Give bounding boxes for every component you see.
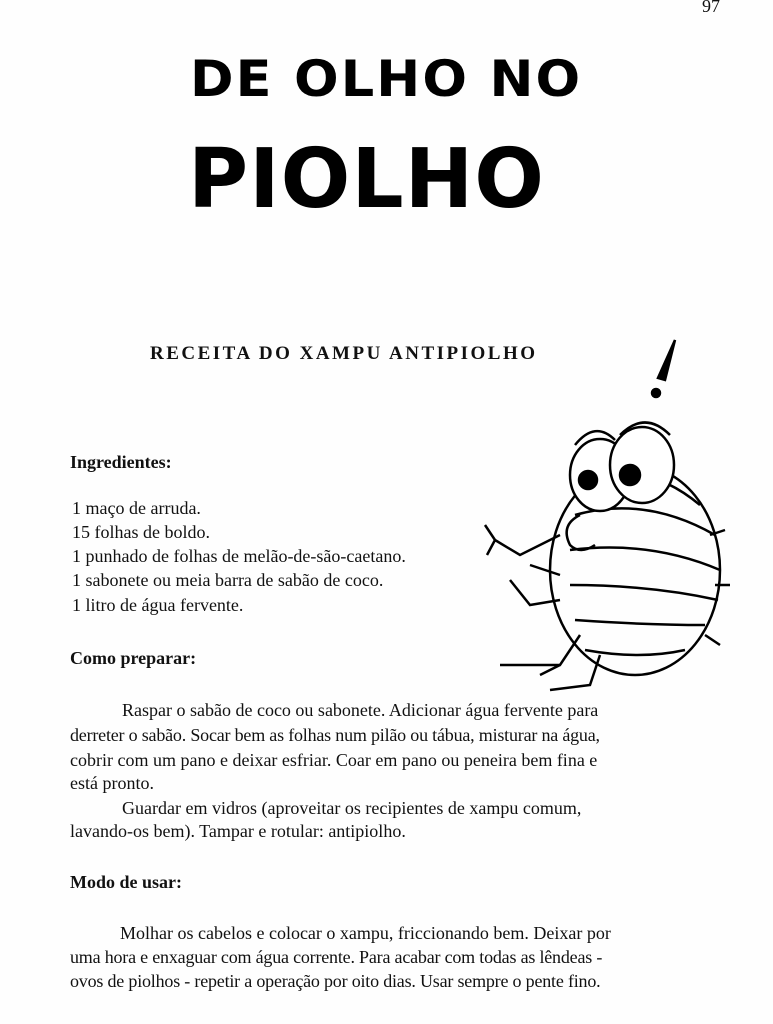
text-line: derreter o sabão. Socar bem as folhas num pilão ou tábua, misturar na água, <box>70 725 600 745</box>
text-line: ovos de piolhos - repetir a operação por oito dias. Usar sempre o pente fino. <box>70 971 601 991</box>
usage-label: Modo de usar: <box>70 872 182 892</box>
ingredient-item: 1 litro de água fervente. <box>72 595 244 615</box>
ingredient-item: 1 maço de arruda. <box>72 498 201 518</box>
text-line: está pronto. <box>70 773 154 793</box>
recipe-heading: RECEITA DO XAMPU ANTIPIOLHO <box>150 343 538 364</box>
preparation-label: Como preparar: <box>70 648 197 668</box>
text-line: uma hora e enxaguar com água corrente. Para acabar com todas as lêndeas - <box>70 947 603 967</box>
text-line: Raspar o sabão de coco ou sabonete. Adicionar água fervente para <box>122 700 599 720</box>
louse-illustration <box>470 335 730 695</box>
text-line: Molhar os cabelos e colocar o xampu, friccionando bem. Deixar por <box>120 923 611 943</box>
title-line-2: PIOLHO <box>188 132 545 227</box>
ingredient-item: 15 folhas de boldo. <box>72 522 210 542</box>
ingredients-label: Ingredientes: <box>70 452 172 472</box>
text-line: Guardar em vidros (aproveitar os recipientes de xampu comum, <box>122 798 582 818</box>
ingredient-item: 1 sabonete ou meia barra de sabão de coco. <box>72 570 384 590</box>
page-number: 97 <box>702 0 720 16</box>
text-line: lavando-os bem). Tampar e rotular: antipiolho. <box>70 821 406 841</box>
title-line-1: DE OLHO NO <box>190 50 583 108</box>
text-line: cobrir com um pano e deixar esfriar. Coar em pano ou peneira bem fina e <box>70 750 598 770</box>
ingredient-item: 1 punhado de folhas de melão-de-são-caetano. <box>72 546 406 566</box>
